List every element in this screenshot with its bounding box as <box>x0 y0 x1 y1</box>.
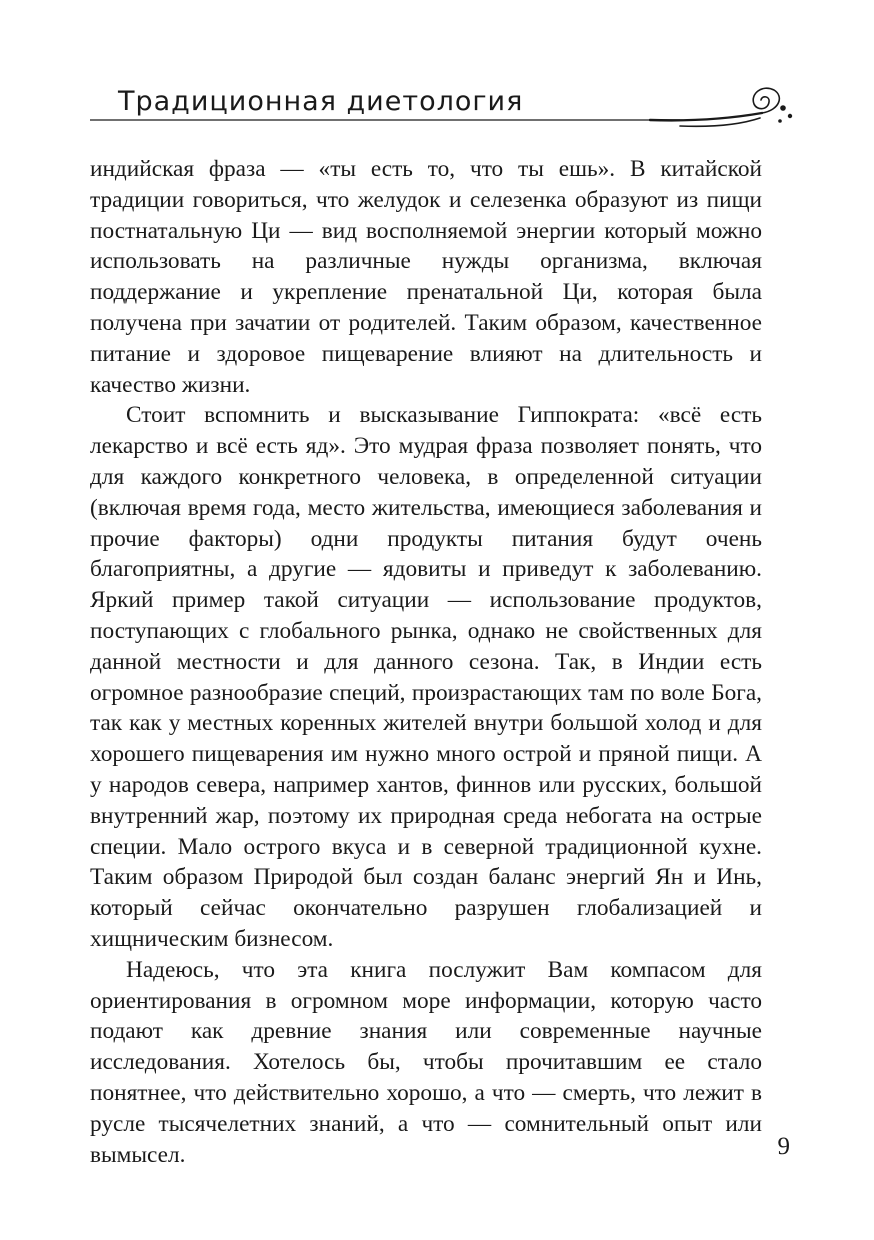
paragraph-2: Стоит вспомнить и высказывание Гиппократа: «всё есть лекарство и всё есть яд». Это мудрая фраза позволяет понять, что для каждого конкретного человека, в определенной ситуации (включая время года, место жительства, имеющиеся заболевания и прочие факторы) одни продукты питания будут очень благоприятны, а другие — ядовиты и приведут к заболеванию. Яркий пример такой ситуации — использование продуктов, поступающих с глобального рынка, однако не свойственных для данной местности и для данного сезона. Так, в Индии есть огромное разнообразие специй, произрастающих там по воле Бога, так как у местных коренных жителей внутри большой холод и для хорошего пищеварения им нужно много острой и пряной пищи. А у народов севера, например хантов, финнов или русских, большой внутренний жар, поэтому их природная среда небогата на острые специи. Мало острого вкуса и в северной традиционной кухне. Таким образом Природой был создан баланс энергий Ян и Инь, который сейчас окончательно разрушен глобализацией и хищническим бизнесом. <box>90 402 762 952</box>
header-title: Традиционная диетология <box>118 86 524 117</box>
paragraph-1: индийская фраза — «ты есть то, что ты ешь». В китайской традиции говориться, что желудок и селезенка образуют из пищи постнатальную Ци — вид восполняемой энергии который можно использовать на различные нужды организма, включая поддержание и укрепление пренатальной Ци, которая была получена при зачатии от родителей. Таким образом, качественное питание и здоровое пищеварение влияют на длительность и качество жизни. <box>90 156 762 398</box>
paragraph-3: Надеюсь, что эта книга послужит Вам компасом для ориентирования в огромном море информации, которую часто подают как древние знания или современные научные исследования. Хотелось бы, чтобы прочитавшим ее стало понятнее, что действительно хорошо, а что — смерть, что лежит в русле тысячелетних знаний, а что — сомнительный опыт или вымысел. <box>90 956 762 1168</box>
body-text <box>90 154 762 1170</box>
running-header <box>90 80 794 140</box>
page-number: 9 <box>777 1133 790 1160</box>
